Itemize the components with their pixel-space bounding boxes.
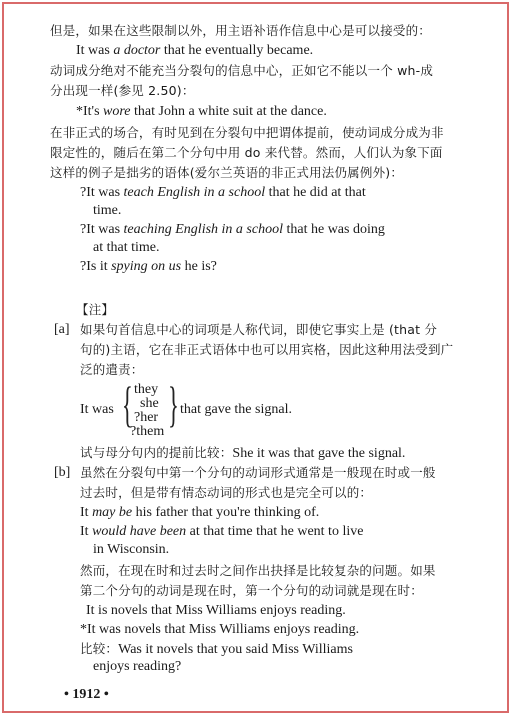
right-brace-icon: } bbox=[168, 376, 179, 432]
example-text: at that time that he went to live bbox=[186, 524, 364, 539]
comparison-line bbox=[80, 640, 353, 659]
example-text: his father that you're thinking of. bbox=[132, 505, 320, 520]
example-focus: may be bbox=[92, 505, 133, 520]
text-line: 这样的例子是拙劣的语体(爱尔兰英语的非正式用法仍属例外)： bbox=[50, 165, 404, 180]
example-line: enjoys reading? bbox=[93, 659, 182, 674]
example-text: ?It was bbox=[80, 222, 124, 237]
page-number: • 1912 • bbox=[64, 687, 109, 702]
example-line bbox=[76, 42, 313, 60]
example-text: that he was doing bbox=[282, 222, 385, 237]
example-line: in Wisconsin. bbox=[93, 542, 170, 557]
example-text: *It's bbox=[76, 104, 104, 119]
comparison-line bbox=[80, 444, 405, 463]
note-marker-a: [a] bbox=[54, 322, 70, 337]
brace-example-right: that gave the signal. bbox=[180, 402, 292, 417]
example-text: he is? bbox=[181, 259, 217, 274]
text-line: 过去时，但是带有情态动词的形式也是完全可以的： bbox=[80, 485, 373, 500]
comparison-example: Was it novels that you said Miss Williams bbox=[118, 642, 353, 657]
comparison-label: 试与母分句内的提前比较： bbox=[80, 445, 233, 460]
example-text: that John a white suit at the dance. bbox=[130, 104, 327, 119]
note-marker-b: [b] bbox=[54, 465, 71, 480]
example-line bbox=[80, 221, 385, 239]
example-text: It bbox=[80, 524, 93, 539]
text-line: 虽然在分裂句中第一个分句的动词形式通常是一般现在时或一般 bbox=[80, 465, 436, 480]
example-line bbox=[80, 523, 363, 541]
example-focus: spying on us bbox=[111, 259, 182, 274]
comparison-label: 比较： bbox=[80, 641, 119, 656]
example-focus: a doctor bbox=[113, 43, 161, 58]
text-line: 限定性的，随后在第二个分句中用 do 来代替。然而，人们认为象下面 bbox=[50, 145, 443, 160]
text-line: 然而，在现在时和过去时之间作出抉择是比较复杂的问题。如果 bbox=[80, 563, 436, 578]
example-text: ?It was bbox=[80, 185, 124, 200]
example-focus: would have been bbox=[92, 524, 187, 539]
example-line bbox=[80, 258, 217, 276]
example-text: ?Is it bbox=[80, 259, 112, 274]
text-line: 分出现一样(参见 2.50)： bbox=[50, 83, 195, 98]
pronoun-option: ?them bbox=[130, 424, 165, 439]
text-line: 在非正式的场合，有时见到在分裂句中把谓体提前，使动词成分成为非 bbox=[50, 125, 444, 140]
note-heading: 【注】 bbox=[76, 302, 115, 317]
example-line: time. bbox=[93, 203, 122, 218]
example-line: at that time. bbox=[93, 240, 160, 255]
text-line: 但是，如果在这些限制以外，用主语补语作信息中心是可以接受的： bbox=[50, 23, 432, 38]
text-line: 泛的遣责： bbox=[80, 362, 144, 377]
text-line: 第二个分句的动词是现在时，第一个分句的动词就是现在时： bbox=[80, 583, 423, 598]
text-line: 动词成分绝对不能充当分裂句的信息中心，正如它不能以一个 wh-成 bbox=[50, 63, 434, 78]
text-line: 句的)主语，它在非正式语体中也可以用宾格，因此这种用法受到广 bbox=[80, 342, 454, 357]
example-focus: wore bbox=[103, 104, 131, 119]
text-line: 如果句首信息中心的词项是人称代词，即使它事实上是 (that 分 bbox=[80, 322, 438, 337]
example-text: that he eventually became. bbox=[160, 43, 314, 58]
example-text: It bbox=[80, 505, 93, 520]
example-line bbox=[80, 504, 319, 522]
pronoun-option: she bbox=[140, 396, 159, 411]
example-focus: teach English in a school bbox=[123, 185, 266, 200]
brace-example-left: It was bbox=[80, 402, 114, 417]
example-text: It was bbox=[76, 43, 114, 58]
example-line: *It was novels that Miss Williams enjoys reading. bbox=[80, 622, 360, 637]
example-line: It is novels that Miss Williams enjoys reading. bbox=[86, 603, 346, 618]
example-line bbox=[80, 184, 366, 202]
comparison-example: She it was that gave the signal. bbox=[232, 446, 406, 461]
pronoun-option: they bbox=[134, 382, 159, 397]
example-focus: teaching English in a school bbox=[123, 222, 283, 237]
left-brace-icon: { bbox=[122, 376, 133, 432]
example-line bbox=[76, 103, 327, 121]
example-text: that he did at that bbox=[265, 185, 366, 200]
pronoun-option: ?her bbox=[134, 410, 159, 425]
